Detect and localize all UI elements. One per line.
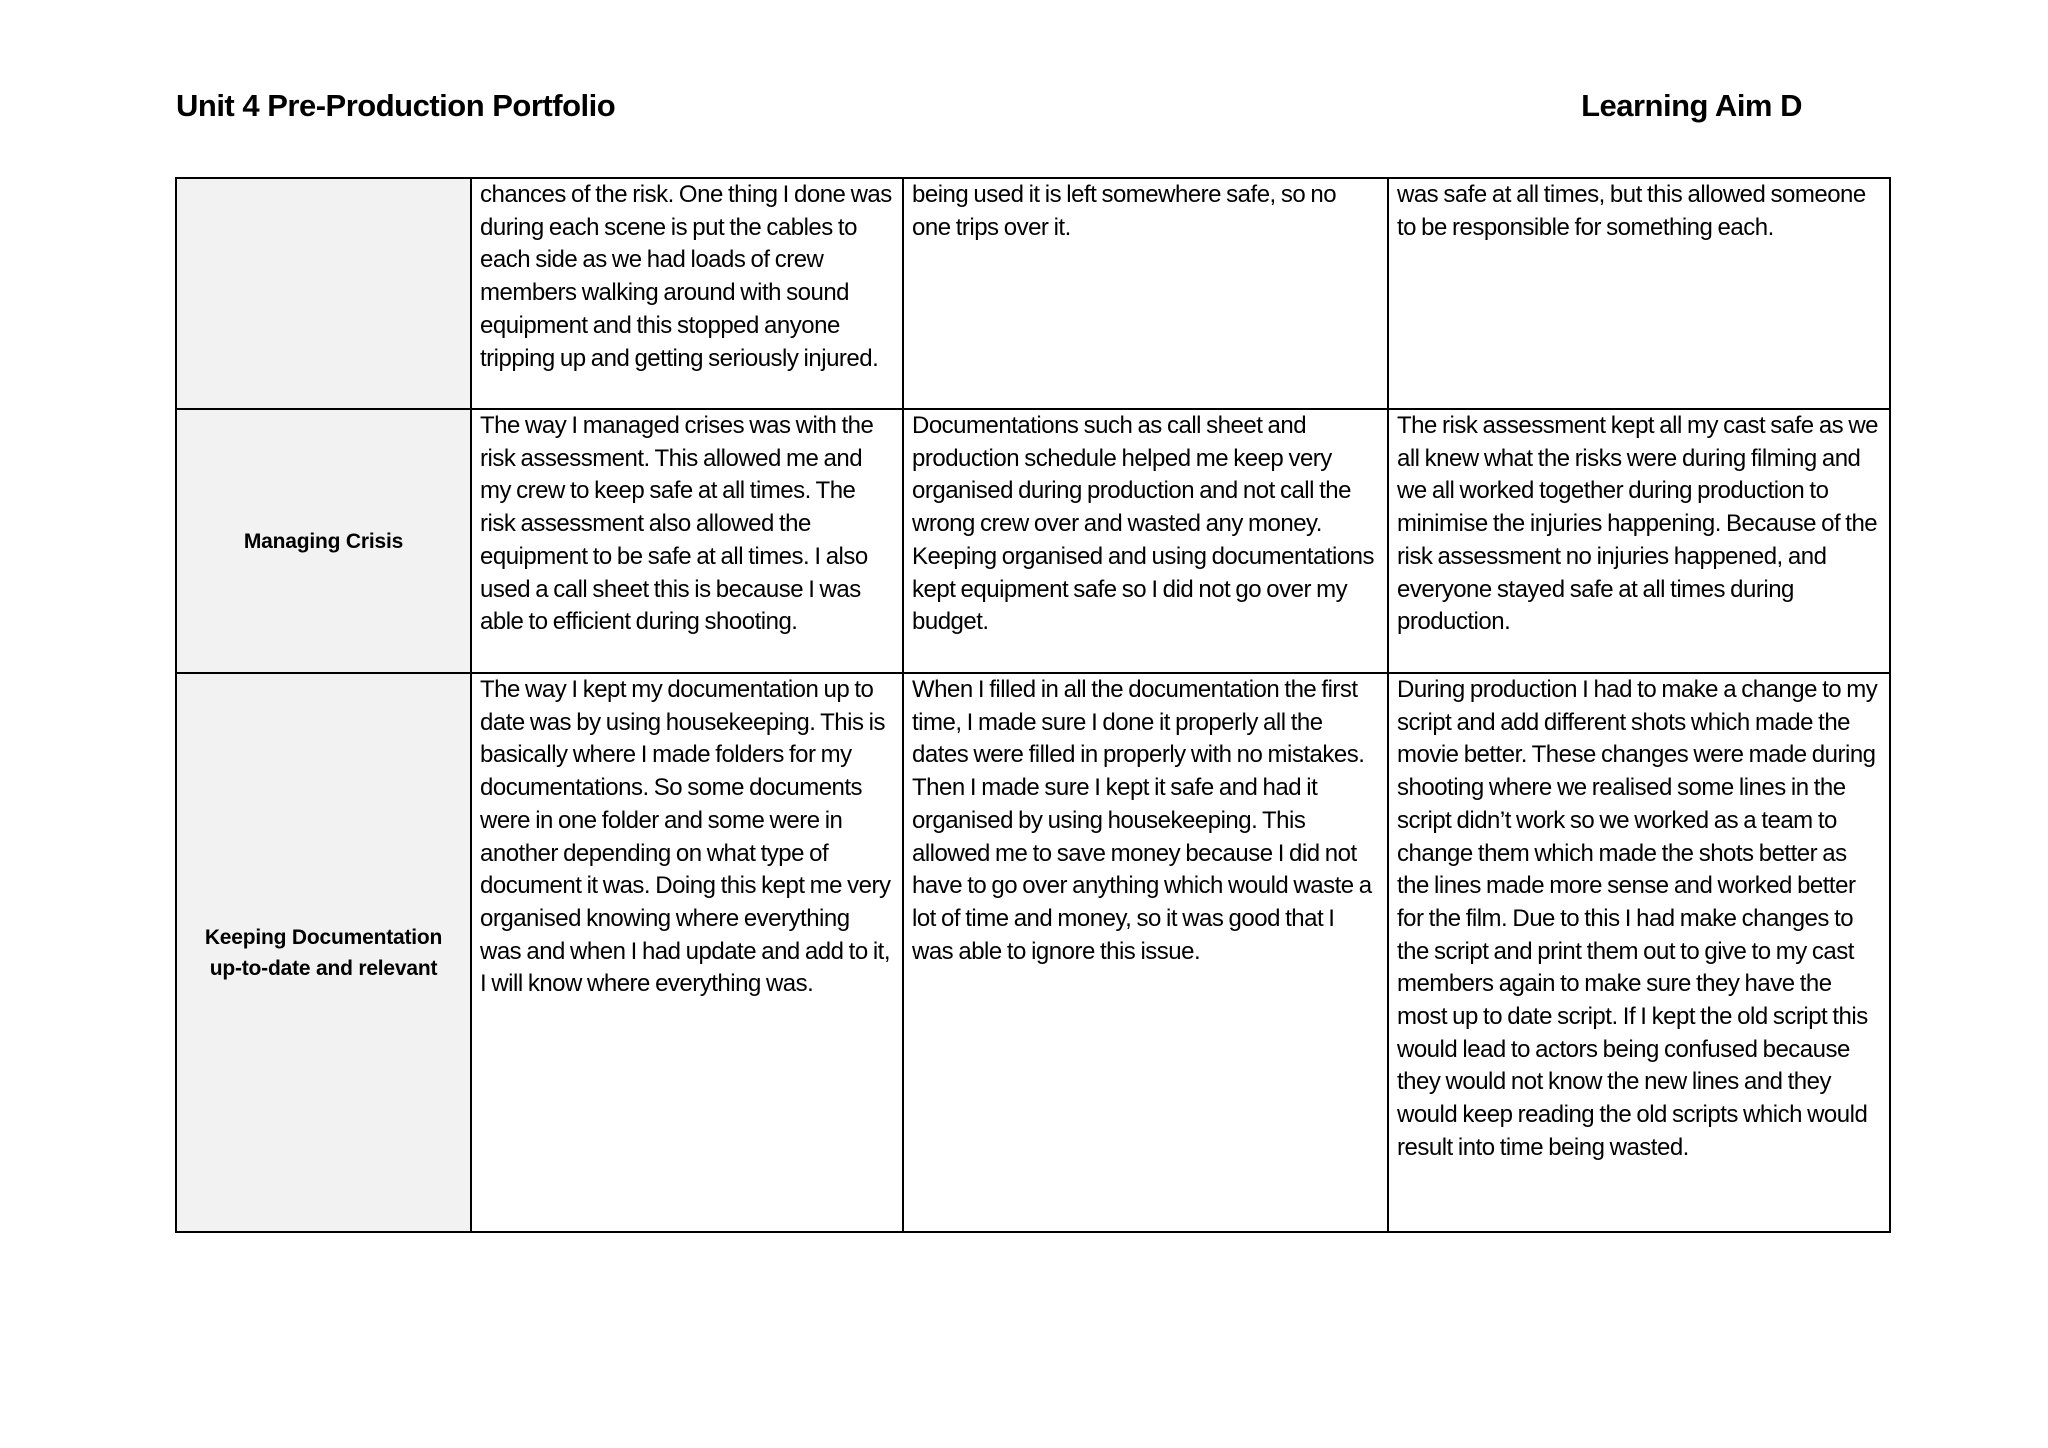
table-cell xyxy=(471,409,903,673)
row-heading xyxy=(176,178,471,409)
table-cell xyxy=(903,673,1388,1232)
document-title: Unit 4 Pre-Production Portfolio xyxy=(176,88,616,123)
cell-text: The way I managed crises was with the risk assessment. This allowed me and my crew to keep safe at all times. The risk assessment also allowed the equipment to be safe at all times. I also used a call sheet this is because I was able to efficient during shooting. xyxy=(480,412,874,636)
table-row xyxy=(176,673,1890,1232)
table-cell xyxy=(471,673,903,1232)
table-cell xyxy=(903,409,1388,673)
table-cell xyxy=(1388,178,1890,409)
cell-text: Documentations such as call sheet and production schedule helped me keep very organised during production and not call the wrong crew over and wasted any money. Keeping organised and using documentations kept equipment safe so I did not go over my budget. xyxy=(912,412,1375,636)
cell-text: The way I kept my documentation up to date was by using housekeeping. This is basically where I made folders for my documentations. So some documents were in one folder and some were in another depending on what type of document it was. Doing this kept me very organised knowing where everything was and when I had update and add to it, I will know where everything was. xyxy=(480,676,891,998)
table-cell xyxy=(903,178,1388,409)
cell-text: When I filled in all the documentation the first time, I made sure I done it properly all the dates were filled in properly with no mistakes. Then I made sure I kept it safe and had it organised by using housekeeping. This allowed me to save money because I did not have to go over anything which would waste a lot of time and money, so it was good that I was able to ignore this issue. xyxy=(912,676,1372,965)
cell-text: was safe at all times, but this allowed someone to be responsible for something each. xyxy=(1397,181,1866,241)
table-cell xyxy=(471,178,903,409)
table-row xyxy=(176,409,1890,673)
cell-text: During production I had to make a change to my script and add different shots which made the movie better. These changes were made during shooting where we realised some lines in the script didn’t work so we worked as a team to change them which made the shots better as the lines made more sense and worked better for the film. Due to this I had make changes to the script and print them out to give to my cast members again to make sure they have the most up to date script. If I kept the old script this would lead to actors being confused because they would not know the new lines and they would keep reading the old scripts which would result into time being wasted. xyxy=(1397,676,1878,1161)
cell-text: chances of the risk. One thing I done was during each scene is put the cables to each side as we had loads of crew members walking around with sound equipment and this stopped anyone tripping up and getting seriously injured. xyxy=(480,181,892,372)
table-cell xyxy=(1388,673,1890,1232)
page-header xyxy=(176,88,1802,128)
learning-aim-label: Learning Aim D xyxy=(1581,88,1802,123)
table-cell xyxy=(1388,409,1890,673)
table-row xyxy=(176,178,1890,409)
cell-text: being used it is left somewhere safe, so no one trips over it. xyxy=(912,181,1337,241)
row-heading: Keeping Documentation up-to-date and relevant xyxy=(176,673,471,1232)
row-heading: Managing Crisis xyxy=(176,409,471,673)
portfolio-table xyxy=(175,177,1891,1233)
cell-text: The risk assessment kept all my cast safe as we all knew what the risks were during filming and we all worked together during production to minimise the injuries happening. Because of the risk assessment no injuries happened, and everyone stayed safe at all times during production. xyxy=(1397,412,1879,636)
